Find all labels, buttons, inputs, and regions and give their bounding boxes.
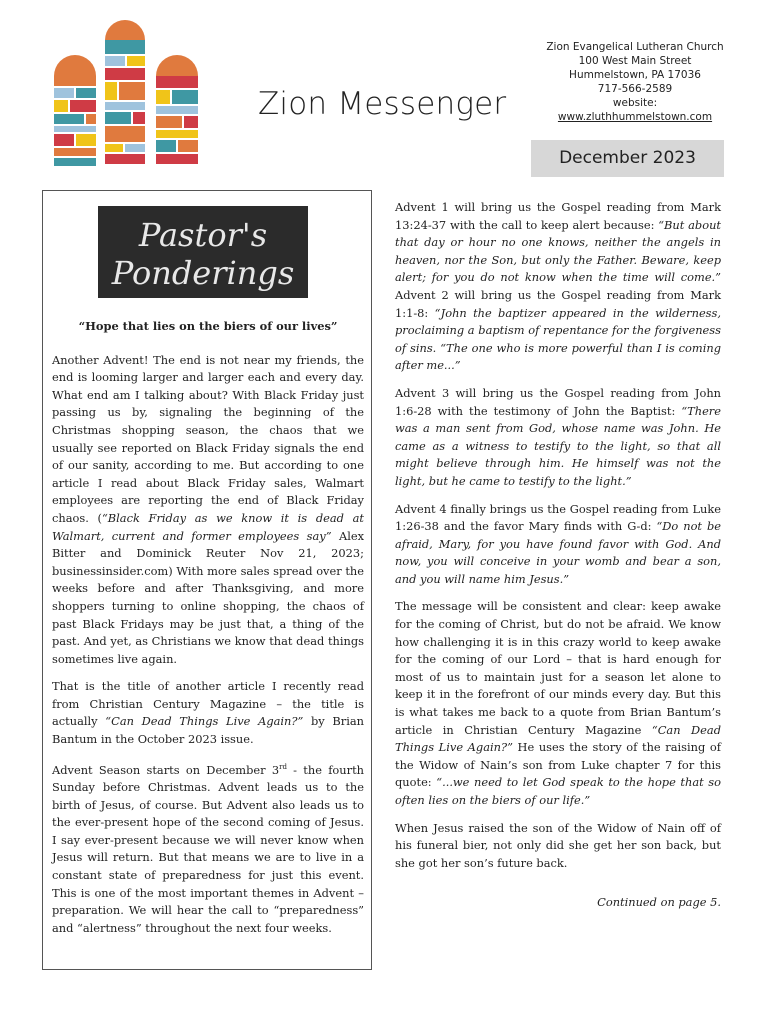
website-link[interactable]: www.zluthhummelstown.com [557, 111, 713, 123]
newsletter-title: Zion Messenger [258, 86, 507, 122]
continued-note: Continued on page 5. [597, 895, 721, 910]
right-paragraph-4: The message will be consistent and clear: keep awake for the coming of Christ, but do not be afraid. We know how challenging it is in this crazy world to keep awake for the coming of our Lord – that is hard enough for most of us to maintain just for a season let alone to keep it in the forefront of our minds every day. But this is what takes me back to a quote from Brian Bantum’s article in Christian Century Magazine “Can Dead Things Live Again?” He uses the story of the raising of the Widow of Nain’s son from Luke chapter 7 for this quote: “...we need to let God speak to the hope that so often lies on the biers of our life.” [395, 599, 722, 807]
pastor-column [52, 318, 364, 947]
left-paragraph-2: That is the title of another article I recently read from Christian Century Magazine – the title is actually “Can Dead Things Live Again?” by Brian Bantum in the October 2023 issue. [52, 679, 364, 747]
right-column [395, 199, 721, 922]
church-window-logo [52, 18, 202, 168]
church-phone: 717-566-2589 [597, 83, 673, 95]
church-address-line2: Hummelstown, PA 17036 [569, 69, 701, 81]
right-paragraph-3: Advent 4 finally brings us the Gospel reading from Luke 1:26-38 and the favor Mary finds with G-d: “Do not be afraid, Mary, for you have found favor with God. And now, you will conceive in your womb and bear a son, and you will name him Jesus.” [395, 501, 721, 586]
right-paragraph-5: When Jesus raised the son of the Widow of Nain off of his funeral bier, not only did she get her son back, but she got her son’s future back. [395, 820, 721, 870]
church-name: Zion Evangelical Lutheran Church [546, 41, 724, 53]
left-paragraph-1: Another Advent! The end is not near my friends, the end is looming larger and larger each and every day. What end am I talking about? With Black Friday just passing us by, signaling the beginning of the Christmas shopping season, the chaos that we usually see reported on Black Friday signals the end of our sanity, according to me. But according to one article I read about Black Friday sales, Walmart employees are reporting the end of Black Friday chaos. (“Black Friday as we know it is dead at Walmart, current and former employees say” Alex Bitter and Dominick Reuter Nov 21, 2023; businessinsider.com) With more sales spread over the weeks before and after Thanksgiving, and more shoppers turning to online shopping, the chaos of past Black Fridays may be just that, a thing of the past. And yet, as Christians we know that dead things sometimes live again. [52, 352, 364, 666]
banner-line1: Pastor's [138, 216, 268, 254]
article-heading: “Hope that lies on the biers of our lives” [78, 319, 338, 333]
left-paragraph-3: Advent Season starts on December 3rd - the fourth Sunday before Christmas. Advent leads us to the birth of Jesus, of course. But Advent also leads us to the ever-present hope of the second coming of Jesus. I say ever-present because we will never know when Jesus will return. But that means we are to live in a constant state of preparedness for just this event. This is one of the most important themes in Advent – preparation. We will hear the call to “preparedness” and “alertness” throughout the next four weeks. [52, 762, 364, 935]
pastors-ponderings-banner [98, 206, 308, 298]
right-paragraph-2: Advent 3 will bring us the Gospel reading from John 1:6-28 with the testimony of John the Baptist: “There was a man sent from God, whose name was John. He came as a witness to testify to the light, so that all might believe through him. He himself was not the light, but he came to testify to the light.” [395, 385, 721, 488]
website-label: website: [612, 97, 658, 109]
church-contact-block [530, 40, 740, 124]
banner-line2: Ponderings [111, 254, 295, 292]
right-paragraph-1: Advent 1 will bring us the Gospel reading from Mark 13:24-37 with the call to keep alert because: “But about that day or hour no one knows, neither the angels in heaven, nor the Son, but only the Father. Beware, keep alert; for you do not know when the time will come.” Advent 2 will bring us the Gospel reading from Mark 1:1-8: “John the baptizer appeared in the wilderness, proclaiming a baptism of repentance for the forgiveness of sins. “The one who is more powerful than I is coming after me...” [395, 200, 721, 373]
issue-date-banner: December 2023 [531, 140, 724, 177]
church-address-line1: 100 West Main Street [578, 55, 692, 67]
